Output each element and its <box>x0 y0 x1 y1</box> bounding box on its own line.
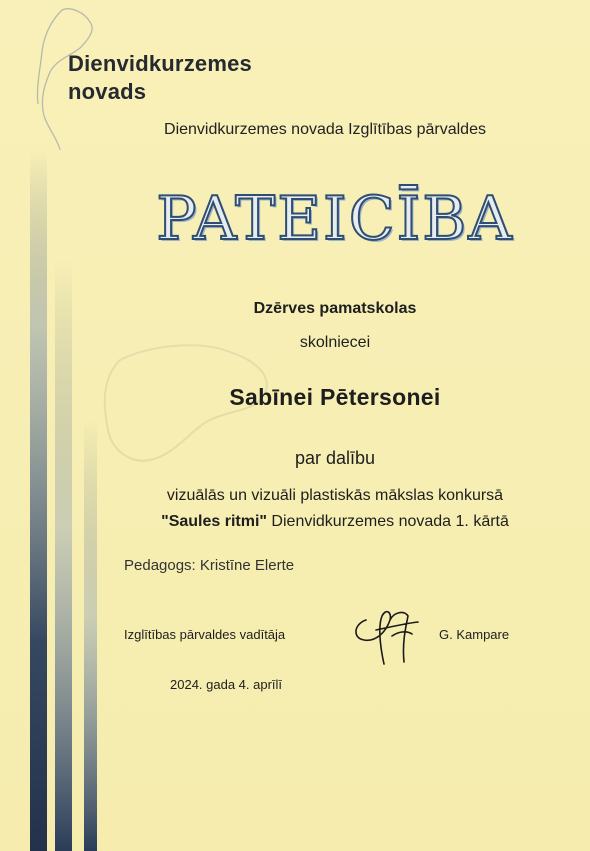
reason-line1: vizuālās un vizuāli plastiskās mākslas konkursā <box>166 487 504 504</box>
issue-date: 2024. gada 4. aprīlī <box>170 677 283 692</box>
reason-intro: par dalību <box>294 448 376 468</box>
logo-text-line2: novads <box>68 79 147 104</box>
signature-image <box>346 602 426 666</box>
recipient-name: Sabīnei Pētersonei <box>229 384 441 410</box>
stripe-1 <box>30 150 47 851</box>
contest-name: "Saules ritmi" <box>161 513 267 530</box>
logo-text-line1: Dienvidkurzemes <box>68 51 252 76</box>
reason-line2-rest: Dienvidkurzemes novada 1. kārtā <box>266 513 509 530</box>
stripe-2 <box>55 260 72 851</box>
certificate-title: PATEICĪBA <box>156 184 514 254</box>
signatory-role: Izglītības pārvaldes vadītāja <box>124 627 286 642</box>
issuer-line: Dienvidkurzemes novada Izglītības pārvaldes <box>164 121 486 138</box>
reason-line2 <box>80 513 590 531</box>
recipient-role: skolniecei <box>299 334 371 351</box>
stripe-3 <box>84 420 97 851</box>
teacher-line: Pedagogs: Kristīne Elerte <box>124 557 295 574</box>
recipient-school: Dzērves pamatskolas <box>253 300 417 317</box>
signatory-name: G. Kampare <box>439 627 510 642</box>
